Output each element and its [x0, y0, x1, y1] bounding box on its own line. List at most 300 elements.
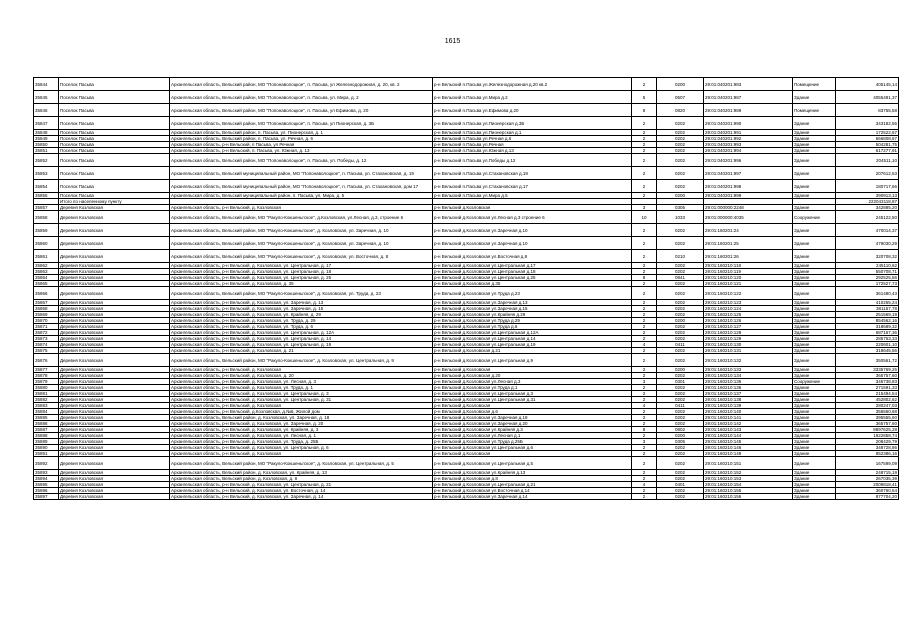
object-type-cell: Здание — [793, 142, 836, 148]
count-cell: 2 — [632, 415, 657, 421]
code-cell: 0202 — [657, 397, 704, 403]
address-full-cell: Архангельская область, р-н Вельский, д. Козловская, ул. Центральная, д. 6 — [170, 445, 433, 451]
code-cell: 0200 — [657, 367, 704, 373]
address-short-cell: р-н Вельский п.Пасьва ул.Речная — [433, 142, 632, 148]
code-cell: 0202 — [657, 167, 704, 180]
row-number-cell: 35849 — [34, 136, 59, 142]
cadastral-number-cell: 29:01:160210:121 — [704, 281, 793, 287]
address-short-cell: р-н Вельский д.Козловская д.8 — [433, 476, 632, 482]
row-number-cell: 35880 — [34, 385, 59, 391]
address-short-cell: р-н Вельский д.Козловская ул.Центральная д.31 — [433, 397, 632, 403]
cadastral-number-cell: 29:01:160210:155 — [704, 488, 793, 494]
count-cell: 2 — [632, 445, 657, 451]
cadastral-cost-cell: 550708,71 — [836, 269, 899, 275]
row-number-cell: 35897 — [34, 494, 59, 500]
cadastral-cost-cell: 479030,29 — [836, 237, 899, 250]
address-short-cell: р-н Вельский д.Козловская ул.Центральная д.5 — [433, 457, 632, 470]
address-short-cell: р-н Вельский д.Козловская д.6 — [433, 409, 632, 415]
cadastral-number-cell: 29:01:040201:987 — [704, 91, 793, 104]
cadastral-cost-cell: 318645,56 — [836, 348, 899, 354]
address-full-cell: Архангельская область, Вельский район, д. Козловская, ул. Заречная, д. 18 — [170, 415, 433, 421]
cadastral-cost-cell: 350561,72 — [836, 354, 899, 367]
settlement-name-cell: Деревня Козловская — [59, 263, 170, 269]
settlement-name-cell: Деревня Козловская — [59, 300, 170, 306]
count-cell: 2 — [632, 193, 657, 199]
address-full-cell: Архангельская область, р-н Вельский, д. Козловская, ул. Заречная, д. 15 — [170, 306, 433, 312]
object-type-cell: Здание — [793, 287, 836, 300]
address-short-cell: р-н Вельский д.Козловская ул.Заречная д.15 — [433, 306, 632, 312]
row-number-cell: 35887 — [34, 427, 59, 433]
object-type-cell: Здание — [793, 281, 836, 287]
address-full-cell: Архангельская область, Вельский район, МО "Ракуло-Кокшеньгское", д. Козловская, ул. Центральная, д. 9 — [170, 354, 433, 367]
row-number-cell: 35872 — [34, 330, 59, 336]
row-number-cell: 35862 — [34, 263, 59, 269]
row-number-cell: 35867 — [34, 300, 59, 306]
settlement-name-cell: Деревня Козловская — [59, 415, 170, 421]
cadastral-number-cell: 29:01:160210:152 — [704, 470, 793, 476]
count-cell: 2 — [632, 306, 657, 312]
cadastral-cost-cell: 172527,73 — [836, 281, 899, 287]
count-cell: 2 — [632, 391, 657, 397]
code-cell: 0802 — [657, 427, 704, 433]
cadastral-number-cell: 29:01:040201:989 — [704, 104, 793, 117]
count-cell: 2 — [632, 180, 657, 193]
row-number-cell: 35854 — [34, 180, 59, 193]
row-number-cell: 35845 — [34, 91, 59, 104]
address-short-cell: р-н Вельский д.Козловская ул.Центральная д.17 — [433, 263, 632, 269]
cadastral-cost-cell: 504281,75 — [836, 142, 899, 148]
cadastral-cost-cell: 470014,37 — [836, 224, 899, 237]
address-full-cell: Архангельская область, Вельский район, МО "Ракуло-Кокшеньгское", д.Козловская, ул.Лесная, д.3, строение 6 — [170, 211, 433, 224]
address-full-cell: Архангельская область, Вельский район, МО "Ракуло-Кокшеньгское", д. Козловская, ул. Заречная, д. 10 — [170, 237, 433, 250]
address-short-cell: р-н Вельский д.Козловская — [433, 451, 632, 457]
address-full-cell: Архангельская область, р-н Вельский, п Пасьва, ул Речная — [170, 142, 433, 148]
cadastral-number-cell: 29:01:040201:997 — [704, 167, 793, 180]
code-cell: 0202 — [657, 409, 704, 415]
row-number-cell: 35864 — [34, 275, 59, 281]
code-cell: 0202 — [657, 354, 704, 367]
address-short-cell: р-н Вельский д.Козловская ул.Восточная д.8 — [433, 250, 632, 263]
object-type-cell: Здание — [793, 180, 836, 193]
address-short-cell: р-н Вельский д.Козловская — [433, 403, 632, 409]
cadastral-cost-cell: 365757,60 — [836, 373, 899, 379]
row-number-cell: 35889 — [34, 439, 59, 445]
address-short-cell: р-н Вельский п.Пасьва ул.Южная д.13 — [433, 148, 632, 154]
code-cell: 0200 — [657, 78, 704, 91]
code-cell: 0202 — [657, 287, 704, 300]
code-cell: 0202 — [657, 391, 704, 397]
count-cell: 2 — [632, 142, 657, 148]
row-number-cell: 35892 — [34, 457, 59, 470]
address-full-cell: Архангельская область, р-н Вельский, д. Козловская — [170, 403, 433, 409]
address-short-cell: р-н Вельский п.Пасьва ул.Пионерская д.1 — [433, 130, 632, 136]
object-type-cell: Здание — [793, 391, 836, 397]
row-number-cell: 35865 — [34, 281, 59, 287]
row-number-cell: 35884 — [34, 409, 59, 415]
count-cell: 2 — [632, 409, 657, 415]
row-number-cell: 35853 — [34, 167, 59, 180]
row-number-cell: 35893 — [34, 470, 59, 476]
cadastral-number-cell: 29:01:160210:124 — [704, 306, 793, 312]
object-type-cell: Здание — [793, 367, 836, 373]
address-short-cell: р-н Вельский д.Козловская ул.Заречная д.18 — [433, 415, 632, 421]
settlement-name-cell: Деревня Козловская — [59, 379, 170, 385]
code-cell: 0202 — [657, 488, 704, 494]
code-cell: 0202 — [657, 324, 704, 330]
address-full-cell: Архангельская область, Вельский район, МО "Попонаволоцкое", п. Пасьва, ул Ефимова, д. 20 — [170, 104, 433, 117]
address-full-cell: Архангельская область, р-н Вельский, д. Козловская, ул. Труда, д. 25Б — [170, 439, 433, 445]
object-type-cell: Здание — [793, 250, 836, 263]
cadastral-cost-cell: 4055481,37 — [836, 91, 899, 104]
count-cell: 2 — [632, 287, 657, 300]
count-cell: 2 — [632, 348, 657, 354]
code-cell: 0202 — [657, 330, 704, 336]
address-short-cell: р-н Вельский д.Козловская ул.Заречная д.20 — [433, 421, 632, 427]
settlement-name-cell: Деревня Козловская — [59, 281, 170, 287]
address-full-cell: Архангельская область, р-н Вельский, д. Козловская, ул. Центральная, д. 3 — [170, 391, 433, 397]
cadastral-cost-cell: 3335769,26 — [836, 367, 899, 373]
object-type-cell: Здание — [793, 306, 836, 312]
address-short-cell: р-н Вельский д.Козловская ул.Центральная д.19 — [433, 342, 632, 348]
row-number-cell: 35866 — [34, 287, 59, 300]
address-short-cell: р-н Вельский д.Козловская ул.Центральная д.14 — [433, 336, 632, 342]
count-cell: 2 — [632, 330, 657, 336]
cadastral-number-cell: 29:01:160210:144 — [704, 433, 793, 439]
row-number-cell: 35882 — [34, 397, 59, 403]
cadastral-number-cell: 29:01:160210:133 — [704, 367, 793, 373]
code-cell: 0202 — [657, 312, 704, 318]
table-row — [34, 180, 899, 193]
object-type-cell: Здание — [793, 269, 836, 275]
address-short-cell: р-н Вельский д.Козловская ул.Труда д.1 — [433, 385, 632, 391]
object-type-cell: Здание — [793, 397, 836, 403]
object-type-cell: Здание — [793, 445, 836, 451]
address-full-cell: Архангельская область, р-н Вельский, д. Козловская, ул. Центральная, д. 19 — [170, 342, 433, 348]
cadastral-cost-cell: 405145,14 — [836, 78, 899, 91]
address-full-cell: Архангельская область, р-н Вельский, д. Козловская, ул. Заречная, д. 20 — [170, 421, 433, 427]
object-type-cell: Здание — [793, 167, 836, 180]
address-full-cell: Архангельская область, р-н Вельский, д. Козловская, ул. Центральная, д. 12А — [170, 330, 433, 336]
cadastral-number-cell: 29:01:160210:128 — [704, 330, 793, 336]
settlement-name-cell: Деревня Козловская — [59, 237, 170, 250]
object-type-cell: Здание — [793, 482, 836, 488]
address-full-cell: Архангельская область, р-н Вельский, д. Козловская, д. 21 — [170, 348, 433, 354]
cadastral-number-cell: 29:01:160210:126 — [704, 318, 793, 324]
count-cell: 4 — [632, 482, 657, 488]
count-cell: 2 — [632, 367, 657, 373]
cadastral-cost-cell: 167599,09 — [836, 457, 899, 470]
cadastral-number-cell: 29:01:160210:142 — [704, 421, 793, 427]
address-short-cell: р-н Вельский д.Козловская ул.Восточная д.14 — [433, 488, 632, 494]
cadastral-number-cell: 29:01:160210:154 — [704, 482, 793, 488]
object-type-cell: Здание — [793, 130, 836, 136]
address-full-cell: Архангельская область, р-н Вельский, д. Козловская, ул. Центральная, д. 17 — [170, 263, 433, 269]
row-number-cell: 35881 — [34, 391, 59, 397]
address-short-cell: р-н Вельский п.Пасьва ул.Стахановская д.19 — [433, 167, 632, 180]
cadastral-number-cell: 29:01:000000:4035 — [704, 211, 793, 224]
address-short-cell: р-н Вельский п.Пасьва ул.Стахановская д.17 — [433, 180, 632, 193]
address-full-cell: Архангельская область, Вельский муниципальный район, МО "Попонаволоцкое", п. Пасьва, ул. Стахановская, дом 17 — [170, 180, 433, 193]
table-row — [34, 104, 899, 117]
settlement-name-cell: Деревня Козловская — [59, 275, 170, 281]
object-type-cell: Помещение — [793, 104, 836, 117]
code-cell: 0202 — [657, 269, 704, 275]
settlement-name-cell: Деревня Козловская — [59, 433, 170, 439]
address-full-cell: Архангельская область, р-н Вельский, д. Козловская, ул. Крайняя, д. 3 — [170, 427, 433, 433]
cadastral-number-cell: 29:01:040201:991 — [704, 130, 793, 136]
cadastral-cost-cell: 245110,62 — [836, 263, 899, 269]
table-row — [34, 287, 899, 300]
object-type-cell: Здание — [793, 318, 836, 324]
address-short-cell: р-н Вельский д.Козловская ул.Центральная д.9 — [433, 354, 632, 367]
cadastral-cost-cell: 280247,03 — [836, 403, 899, 409]
cadastral-cost-cell: 271591,33 — [836, 385, 899, 391]
address-full-cell: Архангельская область, р-н Вельский, д. Козловская, ул. Заречная, д. 14 — [170, 494, 433, 500]
address-short-cell: р-н Вельский д.Козловская ул.Труда д.25Б — [433, 439, 632, 445]
table-row — [34, 494, 899, 500]
address-short-cell: р-н Вельский д.Козловская ул.Труда д.6 — [433, 324, 632, 330]
count-cell: 2 — [632, 318, 657, 324]
row-number-cell: 35891 — [34, 451, 59, 457]
address-short-cell: р-н Вельский д.Козловская ул.Лесная д.1 — [433, 433, 632, 439]
cadastral-number-cell: 29:01:160210:153 — [704, 476, 793, 482]
count-cell: 4 — [632, 342, 657, 348]
cadastral-number-cell: 29:01:160201:26 — [704, 250, 793, 263]
settlement-name-cell: Деревня Козловская — [59, 476, 170, 482]
settlement-name-cell: Деревня Козловская — [59, 306, 170, 312]
cadastral-number-cell: 29:01:160210:129 — [704, 336, 793, 342]
cadastral-cost-cell: 877704,20 — [836, 494, 899, 500]
address-full-cell: Архангельская область, р-н Вельский, д. Козловская, ул. Центральная, д. 31 — [170, 397, 433, 403]
count-cell: 2 — [632, 421, 657, 427]
row-number-cell: 35876 — [34, 354, 59, 367]
settlement-name-cell: Деревня Козловская — [59, 211, 170, 224]
row-number-cell: 35858 — [34, 211, 59, 224]
row-number-cell: 35859 — [34, 224, 59, 237]
row-number-cell: 35868 — [34, 306, 59, 312]
table-row — [34, 154, 899, 167]
settlement-name-cell: Поселок Пасьва — [59, 78, 170, 91]
object-type-cell: Здание — [793, 470, 836, 476]
code-cell: 0411 — [657, 342, 704, 348]
settlement-name-cell: Поселок Пасьва — [59, 193, 170, 199]
address-full-cell: Архангельская область, р-н Вельский, д. Козловская, д. 35 — [170, 281, 433, 287]
cadastral-cost-cell: 617277,91 — [836, 148, 899, 154]
cadastral-cost-cell: 8897625,28 — [836, 427, 899, 433]
address-full-cell: Архангельская область, Вельский район, МО "Ракуло-Кокшеньгское", д. Козловская, ул. Центральная, д. 5 — [170, 457, 433, 470]
address-full-cell: Архангельская область, Вельский район, МО "Попонаволоцкое", п. Пасьва, ул Пионерская, д. 3Б — [170, 117, 433, 130]
cadastral-number-cell: 29:01:160210:156 — [704, 494, 793, 500]
address-short-cell: р-н Вельский д.Козловская ул.Заречная д.14 — [433, 494, 632, 500]
count-cell: 2 — [632, 397, 657, 403]
object-type-cell: Здание — [793, 433, 836, 439]
count-cell: 10 — [632, 211, 657, 224]
cadastral-cost-cell: 285753,33 — [836, 336, 899, 342]
cadastral-number-cell: 29:01:160210:132 — [704, 354, 793, 367]
cadastral-number-cell: 29:01:160210:118 — [704, 263, 793, 269]
cadastral-number-cell: 29:01:040201:990 — [704, 117, 793, 130]
address-short-cell: р-н Вельский п.Пасьва ул.Железнодорожная д.20 кв.2 — [433, 78, 632, 91]
cadastral-number-cell: 29:01:160210:151 — [704, 457, 793, 470]
count-cell: 8 — [632, 104, 657, 117]
settlement-name-cell: Поселок Пасьва — [59, 104, 170, 117]
cadastral-number-cell: 29:01:160210:125 — [704, 312, 793, 318]
row-number-cell: 35870 — [34, 318, 59, 324]
row-number-cell: 35851 — [34, 148, 59, 154]
object-type-cell: Здание — [793, 494, 836, 500]
settlement-name-cell: Поселок Пасьва — [59, 180, 170, 193]
address-full-cell: Архангельская область, р-н Вельский, д. Козловская, ул. Труда, д. 1 — [170, 385, 433, 391]
cadastral-cost-cell: 666808,67 — [836, 136, 899, 142]
cadastral-cost-cell: 854562,16 — [836, 318, 899, 324]
address-short-cell: р-н Вельский д.Козловская ул.Труда д.29 — [433, 318, 632, 324]
code-cell: 0202 — [657, 348, 704, 354]
object-type-cell: Здание — [793, 300, 836, 306]
object-type-cell: Здание — [793, 224, 836, 237]
code-cell: 0202 — [657, 457, 704, 470]
count-cell: 4 — [632, 403, 657, 409]
row-number-cell: 35885 — [34, 415, 59, 421]
cadastral-cost-cell: 390913,13 — [836, 193, 899, 199]
address-short-cell: р-н Вельский д.Козловская ул.Лесная д.3 строение 6 — [433, 211, 632, 224]
address-short-cell: р-н Вельский д.Козловская ул.Центральная д.3 — [433, 391, 632, 397]
row-number-cell: 35857 — [34, 205, 59, 211]
cadastral-cost-cell: 220601,10 — [836, 342, 899, 348]
object-type-cell: Помещение — [793, 78, 836, 91]
count-cell: 2 — [632, 117, 657, 130]
cadastral-number-cell: 29:01:160210:145 — [704, 439, 793, 445]
code-cell: 0202 — [657, 445, 704, 451]
settlement-name-cell: Деревня Козловская — [59, 348, 170, 354]
row-number-cell: 35890 — [34, 445, 59, 451]
cadastral-cost-cell: 356560,68 — [836, 409, 899, 415]
address-short-cell: р-н Вельский д.Козловская ул.Крайняя д.3 — [433, 427, 632, 433]
address-full-cell: Архангельская область, р-н Вельский, д. Козловская, ул. Труда, д. 6 — [170, 324, 433, 330]
count-cell: 2 — [632, 336, 657, 342]
object-type-cell: Здание — [793, 415, 836, 421]
row-number-cell: 35874 — [34, 342, 59, 348]
cadastral-cost-cell: 204511,10 — [836, 154, 899, 167]
address-short-cell: р-н Вельский д.Козловская ул.Центральная д.21 — [433, 482, 632, 488]
page-number: 1615 — [444, 38, 461, 45]
address-full-cell: Архангельская область, р-н Вельский, д.Козловская, д.№6, Жилой дом — [170, 409, 433, 415]
count-cell: 3 — [632, 439, 657, 445]
row-number-cell: 35873 — [34, 336, 59, 342]
count-cell: 2 — [632, 281, 657, 287]
object-type-cell: Здание — [793, 148, 836, 154]
code-cell: 0202 — [657, 373, 704, 379]
cadastral-cost-cell: 83755,58 — [836, 104, 899, 117]
cadastral-number-cell: 29:01:160210:136 — [704, 385, 793, 391]
cadastral-cost-cell: 172522,67 — [836, 130, 899, 136]
row-number-cell: 35847 — [34, 117, 59, 130]
object-type-cell: Сооружение — [793, 379, 836, 385]
address-short-cell: р-н Вельский д.Козловская д.20 — [433, 373, 632, 379]
table-row — [34, 91, 899, 104]
address-short-cell: р-н Вельский п.Пасьва ул.Мира д.5 — [433, 193, 632, 199]
cadastral-number-cell: 29:01:040201:999 — [704, 193, 793, 199]
cadastral-number-cell: 29:01:040201:994 — [704, 148, 793, 154]
cadastral-cost-cell: 292525,56 — [836, 275, 899, 281]
address-full-cell: Архангельская область, Вельский район, д. Козловская, д. 8 — [170, 476, 433, 482]
object-type-cell: Здание — [793, 263, 836, 269]
count-cell: 2 — [632, 167, 657, 180]
cadastral-number-cell: 29:01:160210:123 — [704, 300, 793, 306]
count-cell: 2 — [632, 130, 657, 136]
code-cell: 0202 — [657, 306, 704, 312]
cadastral-cost-cell: 348728,86 — [836, 445, 899, 451]
cadastral-cost-cell: 452802,62 — [836, 397, 899, 403]
cadastral-cost-cell: 343182,56 — [836, 117, 899, 130]
row-number-cell: 35863 — [34, 269, 59, 275]
code-cell: 0820 — [657, 104, 704, 117]
object-type-cell: Здание — [793, 409, 836, 415]
settlement-name-cell: Поселок Пасьва — [59, 148, 170, 154]
object-type-cell: Здание — [793, 427, 836, 433]
count-cell: 2 — [632, 385, 657, 391]
code-cell: 0210 — [657, 250, 704, 263]
row-number-cell: 35886 — [34, 421, 59, 427]
code-cell: 0202 — [657, 470, 704, 476]
row-number-cell: 35894 — [34, 476, 59, 482]
settlement-name-cell: Деревня Козловская — [59, 482, 170, 488]
object-type-cell: Здание — [793, 336, 836, 342]
object-type-cell: Здание — [793, 354, 836, 367]
address-full-cell: Архангельская область, Вельский район, п. Пасьва, ул. Пионерская, д. 1 — [170, 130, 433, 136]
code-cell: 0202 — [657, 148, 704, 154]
count-cell: 2 — [632, 224, 657, 237]
settlement-name-cell: Деревня Козловская — [59, 330, 170, 336]
settlement-name-cell: Поселок Пасьва — [59, 142, 170, 148]
address-short-cell: р-н Вельский д.Козловская д.35 — [433, 281, 632, 287]
cadastral-cost-cell: 360760,54 — [836, 488, 899, 494]
cadastral-number-cell: 29:01:160210:141 — [704, 415, 793, 421]
cadastral-cost-cell: 381157,78 — [836, 306, 899, 312]
address-short-cell: р-н Вельский д.Козловская ул.Центральная д.25 — [433, 275, 632, 281]
cadastral-cost-cell: 2009818,41 — [836, 482, 899, 488]
count-cell: 2 — [632, 237, 657, 250]
address-short-cell: р-н Вельский д.Козловская ул.Лесная д.3 — [433, 379, 632, 385]
address-full-cell: Архангельская область, Вельский район, п. Пасьва, ул. Речная, д. 6 — [170, 136, 433, 142]
settlement-name-cell: Деревня Козловская — [59, 336, 170, 342]
row-number-cell: 35860 — [34, 237, 59, 250]
count-cell: 2 — [632, 354, 657, 367]
cadastral-cost-cell: 251569,19 — [836, 312, 899, 318]
code-cell: 0301 — [657, 379, 704, 385]
cadastral-cost-cell: 852386,16 — [836, 451, 899, 457]
count-cell: 3 — [632, 205, 657, 211]
settlement-name-cell: Деревня Козловская — [59, 488, 170, 494]
object-type-cell: Здание — [793, 117, 836, 130]
cadastral-cost-cell: 346738,83 — [836, 379, 899, 385]
settlement-name-cell: Деревня Козловская — [59, 354, 170, 367]
row-number-cell: 35895 — [34, 482, 59, 488]
count-cell: 8 — [632, 427, 657, 433]
code-cell: 0411 — [657, 403, 704, 409]
address-full-cell: Архангельская область, р-н Вельский, д. Козловская, ул. Лесная, д. 3 — [170, 379, 433, 385]
address-full-cell: Архангельская область, р-н Вельский, д. Козловская, ул. Центральная, д. 14 — [170, 336, 433, 342]
settlement-name-cell: Деревня Козловская — [59, 470, 170, 476]
code-cell: 0202 — [657, 385, 704, 391]
row-number-cell: 35861 — [34, 250, 59, 263]
row-number-cell: 35875 — [34, 348, 59, 354]
code-cell: 0202 — [657, 421, 704, 427]
cadastral-cost-cell: 245122,50 — [836, 211, 899, 224]
address-full-cell: Архангельская область, Вельский район, МО "Ракуло-Кокшеньгское", д. Козловская, ул. Заречная, д. 10 — [170, 224, 433, 237]
cadastral-cost-cell: 320708,32 — [836, 250, 899, 263]
count-cell: 2 — [632, 269, 657, 275]
object-type-cell: Здание — [793, 488, 836, 494]
